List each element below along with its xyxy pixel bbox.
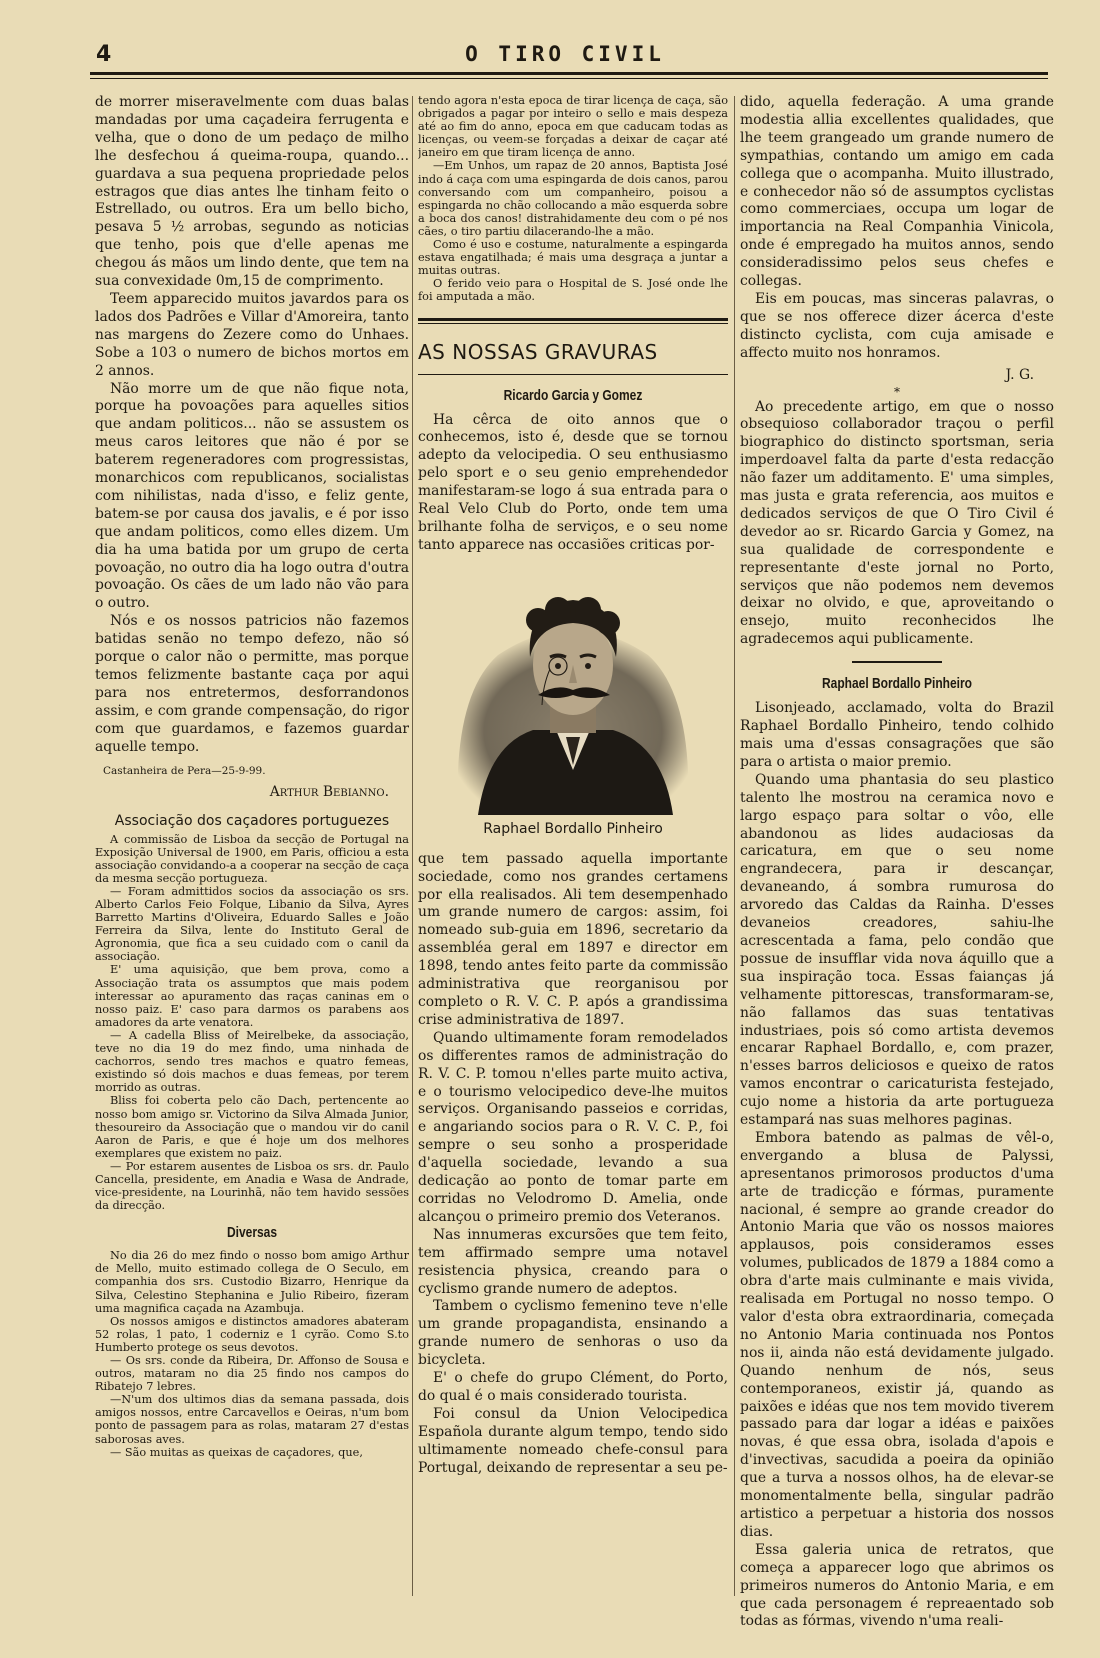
paragraph: tendo agora n'esta epoca de tirar licença de caça, são obrigados a pagar por inteiro o sello e mais despeza até ao fim do anno, epoca em que caducam todas as licenças, ou veem-se forçadas a deixar de caçar até janeiro em que tiram licença de anno.: [418, 94, 728, 160]
author-signature: Arthur Bebianno.: [269, 783, 389, 800]
paragraph: Nas innumeras excursões que tem feito, tem affirmado sempre uma notavel resistencia physica, creando para o cyclismo grande numero de adeptos.: [418, 1226, 728, 1297]
paragraph: Lisonjeado, acclamado, volta do Brazil Raphael Bordallo Pinheiro, tendo colhido mais uma d'essas consagrações que são para o artista o maior premio.: [740, 700, 1054, 770]
paragraph: — A cadella Bliss of Meirelbeke, da associação, teve no dia 19 do mez findo, uma ninhada de cachorros, sendo tres machos e quatro femeas, existindo só dois machos e duas femeas, por terem morrido as outras.: [95, 1028, 409, 1095]
paragraph: —N'um dos ultimos dias da semana passada, dois amigos nossos, entre Carcavellos e Oeiras, n'um bom ponto de passagem para as rolas, mataram 27 d'estas saborosas aves.: [95, 1393, 409, 1446]
short-rule: [852, 661, 942, 663]
paragraph: — Por estarem ausentes de Lisboa os srs. dr. Paulo Cancella, presidente, em Anadia e Wasa de Andrade, vice-presidente, na Lourinhã, não tem havido sessões da direcção.: [95, 1159, 409, 1213]
article-title-raphael: Raphael Bordallo Pinheiro: [821, 675, 973, 693]
associacao-article: [95, 833, 409, 1213]
paragraph: Quando uma phantasia do seu plastico talento lhe mostrou na ceramica novo e largo espaço para soltar o vôo, elle abandonou as lides audaciosas da caricatura, em que o seu nome engrandecera, para ir descançar, devaneando, á sombra rumurosa do arvoredo das Caldas da Rainha. D'esses devaneios creadores, sahiu-lhe acrescentada a fama, pelo condão que possue de insufflar vida nova áquillo que a sua inspiração toca. Essas faianças já velhamente pittorescas, transformaram-se, não fallamos das suas tentativas industriaes, pois só como artista devemos encarar Raphael Bordallo, e, com prazer, n'esses barros deliciosos e queixo de ratos vamos encontrar o caricaturista festejado, cujo nome a historia da arte portugueza estampará nas suas melhores paginas.: [740, 771, 1054, 1129]
column-left: [95, 94, 409, 1628]
diversas-article: [95, 1249, 409, 1459]
section-rule: [418, 318, 728, 321]
diversas-continued: [418, 94, 728, 304]
ricardo-article: [418, 851, 728, 1478]
ricardo-continued: [740, 94, 1054, 385]
paragraph: Como é uso e costume, naturalmente a espingarda estava engatilhada; é mais uma desgraça a juntar a muitas outras.: [418, 238, 728, 278]
paragraph: que tem passado aquella importante sociedade, como nos grandes certamens por ella realisados. Ali tem desempenhado um grande numero de cargos: assim, foi nomeado sub-guia em 1896, secretario da assembléa geral em 1897 e director em 1898, tendo antes feito parte da commissão administrativa que reorganisou por completo o R. V. C. P. após a grandissima crise administrativa de 1897.: [418, 850, 728, 1028]
column-middle: [418, 94, 728, 1628]
paragraph: Eis em poucas, mas sinceras palavras, o que se nos offerece dizer ácerca d'este distincto cyclista, com cuja amisade e affecto muito nos honramos.: [740, 290, 1054, 361]
masthead: O TIRO CIVIL: [465, 42, 665, 66]
section-rule: [418, 323, 728, 324]
paragraph: dido, aquella federação. A uma grande modestia allia excellentes qualidades, que lhe teem grangeado um grande numero de sympathias, contando um amigo em cada collega que o acompanha. Muito illustrado, e conhecedor não só de assumptos cyclistas como commerciaes, occupa um logar de importancia na Real Companhia Vinicola, onde é empregado ha muitos annos, sendo consideradissimo pelos seus chefes e collegas.: [740, 94, 1054, 290]
paragraph: Não morre um de que não fique nota, porque ha povoações para aquelles sitios que andam politicos... não se assustem os meus caros leitores que não é por se baterem regeneradores com progressistas, monarchicos com republicanos, socialistas com nihilistas, nada d'isso, e feliz gente, batem-se por causa dos javalis, e é por isso que andam politicos, como elles dizem. Um dia ha uma batida por um grupo de certa povoação, no outro dia ha logo outra d'outra povoação. Os cães de um lado não vão para o outro.: [95, 380, 409, 612]
author-signature: J. G.: [1005, 366, 1034, 383]
paragraph: No dia 26 do mez findo o nosso bom amigo Arthur de Mello, muito estimado collega de O Seculo, em companhia dos srs. Custodio Bizarro, Henrique da Silva, Celestino Stephanina e Julio Ribeiro, fizeram uma magnifica caçada na Azambuja.: [95, 1249, 409, 1315]
paragraph: E' o chefe do grupo Clément, do Porto, do qual é o mais considerado tourista.: [418, 1370, 728, 1404]
paragraph: O ferido veio para o Hospital de S. José onde lhe foi amputada a mão.: [418, 277, 728, 304]
separator-star: *: [894, 384, 900, 399]
header-rule-thin: [90, 78, 1048, 79]
portrait-engraving: [438, 565, 708, 815]
column-divider: [412, 96, 413, 1596]
paragraph: Essa galeria unica de retratos, que começa a apparecer logo que abrimos os primeiros numeros do Antonio Maria, e em que cada personagem é repreaentado sob todas as fórmas, vivendo n'uma reali-: [740, 1541, 1054, 1628]
paragraph: — São muitas as queixas de caçadores, que,: [110, 1445, 363, 1459]
paragraph: Os nossos amigos e distinctos amadores abateram 52 rolas, 1 pato, 1 coderniz e 1 cyrão. Como S.to Humberto protege os seus devotos.: [95, 1314, 409, 1354]
paragraph: Ha cêrca de oito annos que o conhecemos, isto é, desde que se tornou adepto da velocipedia. O seu enthusiasmo pelo sport e o seu genio emprehendedor manifestaram-se logo á sua entrada para o Real Velo Club do Porto, onde tem uma brilhante folha de serviços, e o seu nome tanto apparece nas occasiões criticas por-: [418, 411, 728, 553]
portrait-caption: Raphael Bordallo Pinheiro: [483, 820, 663, 837]
article-title-ricardo: Ricardo Garcia y Gomez: [503, 386, 643, 404]
paragraph: Bliss foi coberta pelo cão Dach, pertencente ao nosso bom amigo sr. Victorino da Silva Almada Junior, thesoureiro da Associação que o mandou vir do canil Aaron de Paris, e que é hoje um dos melhores exemplares que existem no paiz.: [95, 1094, 409, 1160]
paragraph: Quando ultimamente foram remodelados os differentes ramos de administração do R. V. C. P. tomou n'elles parte muito activa, e o tourismo velocipedico deve-lhe muitos serviços. Organisando passeios e corridas, e angariando socios para o R. V. C. P., foi sempre o seu sonho a prosperidade d'aquella sociedade, levando a sua dedicação ao ponto de tomar parte em corridas no Velodromo D. Amelia, onde alcançou o primeiro premio dos Veteranos.: [418, 1029, 728, 1225]
paragraph: Embora batendo as palmas de vêl-o, envergando a blusa de Palyssi, apresentanos primorosos productos d'uma arte de tradicção e fórmas, puramente nacional, é sempre ao grande creador do Antonio Maria que vão os nossos maiores applausos, pois consideramos esses volumes, publicados de 1879 a 1884 como a obra d'arte mais culminante e mais vivida, realisada em Portugal no nosso tempo. O valor d'esta obra extraordinaria, começada no Antonio Maria continuada nos Pontos nos ii, ainda não está devidamente julgado. Quando nenhum de nós, seus contemporaneos, existir já, quando as paixões e idéas que nos tem movido tiverem passado para dar logar a idéas e paixões novas, é que essa obra, isolada d'apois e d'invectivas, sacudida a poeira da opinião que a turva a nossos olhos, ha de elevar-se monomentalmente bella, singular padrão artistico a perpetuar a historia dos nossos dias.: [740, 1129, 1054, 1540]
section-title-associacao: Associação dos caçadores portuguezes: [114, 812, 390, 829]
paragraph: Foi consul da Union Velocipedica Española durante algum tempo, tendo sido ultimamente nomeado chefe-consul para Portugal, deixando de representar a seu pe-: [418, 1405, 728, 1476]
column-divider: [734, 96, 735, 1596]
paragraph: — Os srs. conde da Ribeira, Dr. Affonso de Sousa e outros, mataram no dia 25 findo nos campos do Ribatejo 7 lebres.: [95, 1354, 409, 1394]
paragraph: Teem apparecido muitos javardos para os lados dos Padrões e Villar d'Amoreira, tanto nas margens do Zezere como do Unhaes. Sobe a 103 o numero de bichos mortos em 2 annos.: [95, 290, 409, 379]
column-right: [740, 94, 1054, 1628]
section-rule: [418, 374, 728, 375]
paragraph: A commissão de Lisboa da secção de Portugal na Exposição Universal de 1900, em Paris, officiou a esta associação convidando-a a cooperar na secção de caça da mesma secção portugueza.: [95, 832, 409, 885]
paragraph: — Foram admittidos socios da associação os srs. Alberto Carlos Feio Folque, Libanio da Silva, Ayres Barretto Martins d'Oliveira, Eduardo Salles e João Ferreira da Silva, lente do Instituto Geral de Agronomia, que fica a seu cuidado com o canil da associação.: [95, 884, 409, 964]
section-title-gravuras: AS NOSSAS GRAVURAS: [418, 339, 658, 364]
section-title-diversas: Diversas: [226, 1224, 278, 1242]
raphael-article: [740, 700, 1054, 1628]
header-rule-thick: [90, 72, 1048, 75]
page-header: [80, 36, 1050, 74]
paragraph: Ao precedente artigo, em que o nosso obsequioso collaborador traçou o perfil biographico do distincto sportsman, seria imperdoavel falta da parte d'esta redacção não fazer um additamento. E' uma simples, mas justa e grata referencia, aos muitos e dedicados serviços de que O Tiro Civil é devedor ao sr. Ricardo Garcia y Gomez, na sua qualidade de correspondente e representante d'este jornal no Porto, serviços que não podemos nem devemos deixar no olvido, e que, aproveitando o ensejo, muito reconhecidos lhe agradecemos aqui publicamente.: [740, 398, 1054, 648]
page-number: 4: [96, 42, 112, 67]
paragraph: Tambem o cyclismo femenino teve n'elle um grande propagandista, ensinando a grande numero de senhoras o uso da bicycleta.: [418, 1298, 728, 1369]
javalis-article: [95, 94, 409, 757]
paragraph: Nós e os nossos patricios não fazemos batidas senão no tempo defezo, não só porque o calor não o permitte, mas porque temos felizmente bastante caça por aqui para nos entretermos, desforrandonos assim, e com grande compensação, do rigor com que guardamos, e fazemos guardar aquelle tempo.: [95, 613, 409, 755]
place-date: Castanheira de Pera—25-9-99.: [103, 764, 266, 777]
paragraph: E' uma aquisição, que bem prova, como a Associação trata os assumptos que mais podem interessar ao apuramento das raças caninas em o nosso paiz. E' caso para darmos os parabens aos amadores da arte venatora.: [95, 963, 409, 1029]
paragraph: de morrer miseravelmente com duas balas mandadas por uma caçadeira ferrugenta e velha, que o dono de um pedaço de milho lhe desfechou á queima-roupa, quando... guardava a sua pequena propriedade pelos estragos que dias antes lhe tinham feito o Estrellado, ou outros. Era um bello bicho, pesava 5 ½ arrobas, segundo as noticias que tenho, pois que d'elle apenas me chegou ás mãos um lindo dente, que tem na sua convexidade 0m,15 de comprimento.: [95, 94, 409, 290]
paragraph: —Em Unhos, um rapaz de 20 annos, Baptista José indo á caça com uma espingarda de dois canos, parou conversando com um companheiro, poisou a espingarda no chão collocando a mão esquerda sobre a boca dos canos! distrahidamente deu com o pé nos cães, o tiro partiu dilacerando-lhe a mão.: [418, 159, 728, 238]
